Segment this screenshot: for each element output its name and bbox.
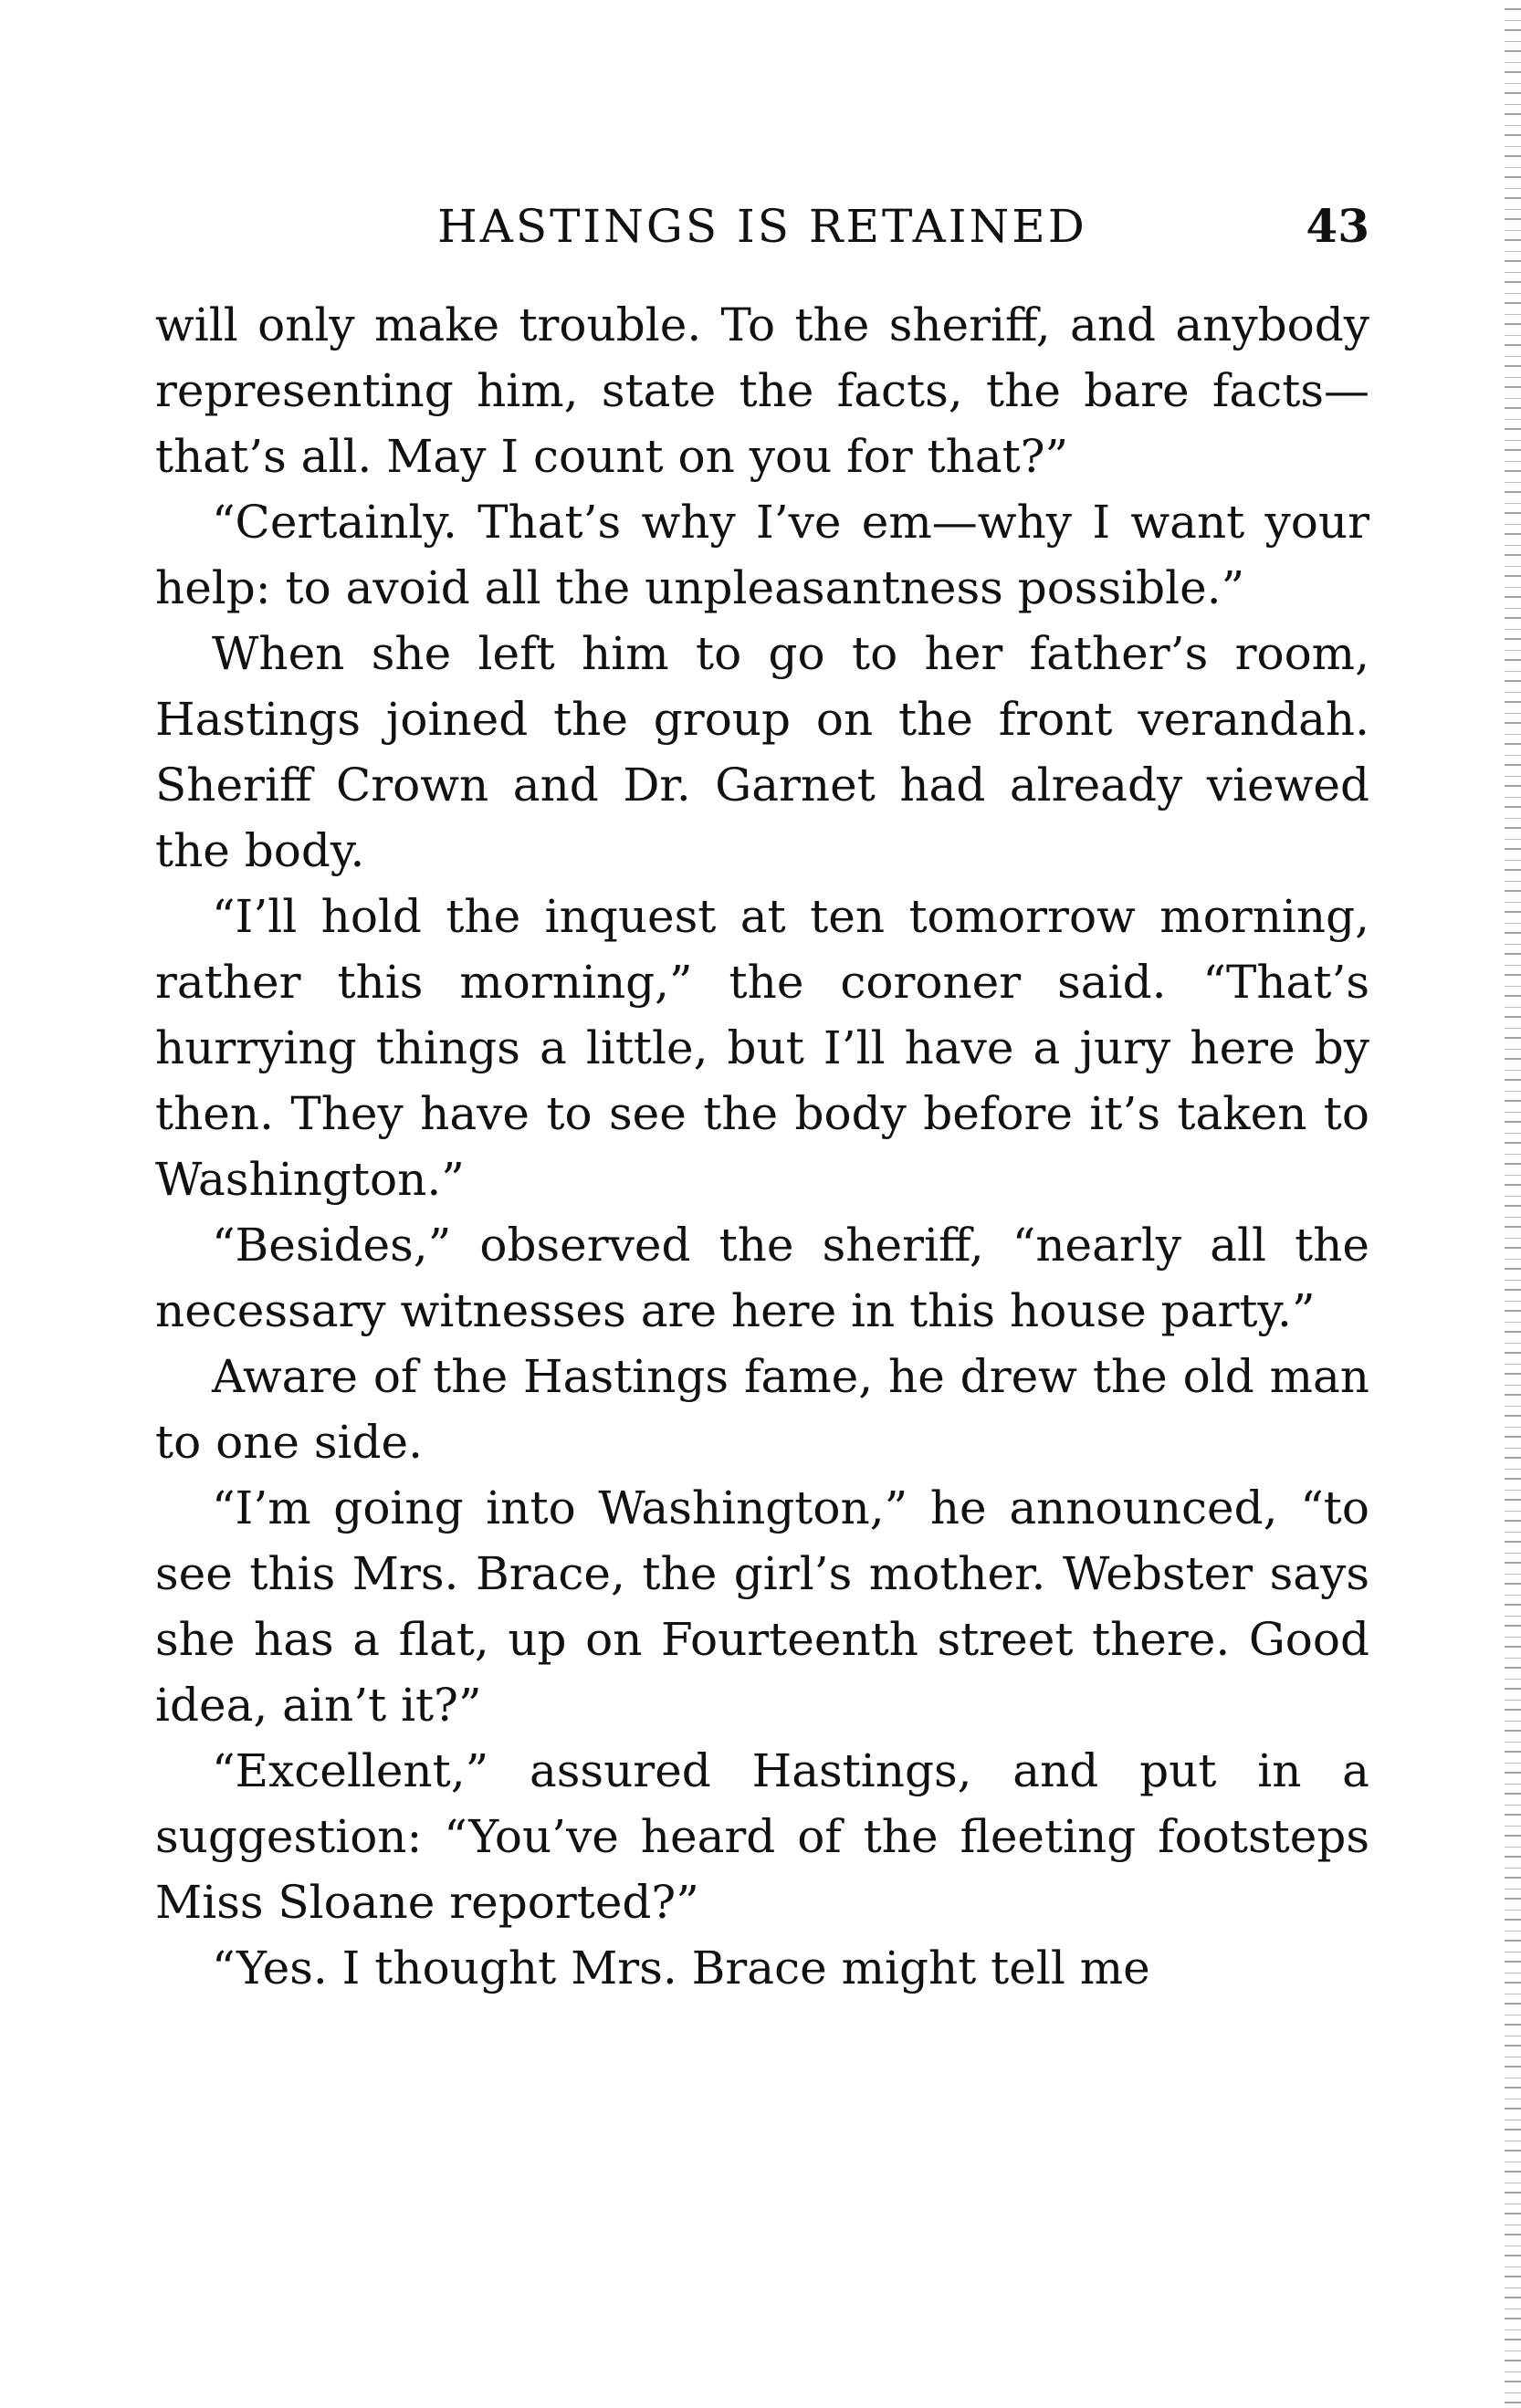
paragraph-continued: will only make trouble. To the sheriff, and anybody representing him, state the facts, the bare facts—that’s all. May I count on you for that?”: [155, 298, 1369, 483]
paragraph: “Certainly. That’s why I’ve em—why I want your help: to avoid all the unpleasantness possible.”: [155, 496, 1369, 614]
page-header: [155, 199, 1369, 254]
paragraph: “I’ll hold the inquest at ten tomorrow morning, rather this morning,” the coroner said. “That’s hurrying things a little, but I’ll have a jury here by then. They have to see the body before it’s taken to Washington.”: [155, 890, 1369, 1206]
page-edge-shadow: [1505, 0, 1521, 2408]
paragraph: Aware of the Hastings fame, he drew the old man to one side.: [155, 1350, 1369, 1469]
paragraph: “Excellent,” assured Hastings, and put in a suggestion: “You’ve heard of the fleeting footsteps Miss Sloane reported?”: [155, 1744, 1369, 1929]
paragraph: “I’m going into Washington,” he announced, “to see this Mrs. Brace, the girl’s mother. Webster says she has a flat, up on Fourteenth street there. Good idea, ain’t it?”: [155, 1481, 1369, 1732]
paragraph: “Yes. I thought Mrs. Brace might tell me: [212, 1942, 1150, 1994]
page-number: 43: [1306, 199, 1369, 253]
running-head: HASTINGS IS RETAINED: [437, 200, 1087, 253]
body-text: [155, 292, 1369, 2001]
paragraph: “Besides,” observed the sheriff, “nearly all the necessary witnesses are here in this house party.”: [155, 1219, 1369, 1337]
paragraph: When she left him to go to her father’s room, Hastings joined the group on the front verandah. Sheriff Crown and Dr. Garnet had already viewed the body.: [155, 627, 1369, 877]
